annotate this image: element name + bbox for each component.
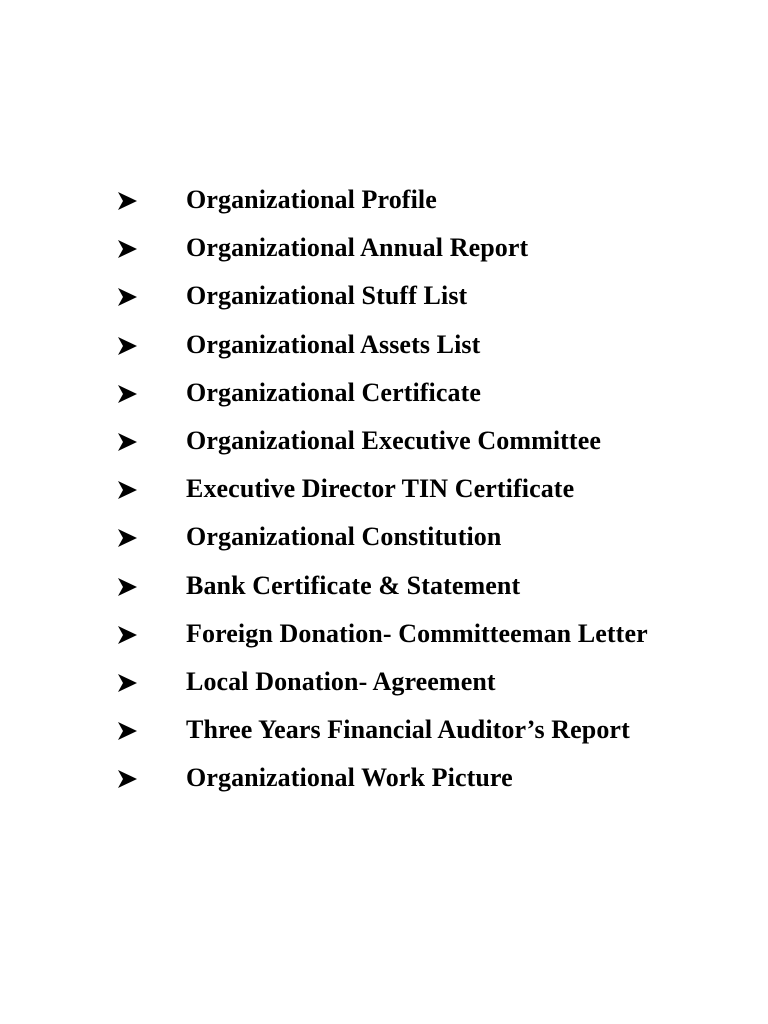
- list-item-label: Local Donation- Agreement: [186, 666, 496, 696]
- list-item-label: Organizational Assets List: [186, 329, 481, 359]
- list-item-label: Organizational Stuff List: [186, 281, 468, 311]
- arrowhead-bullet-icon: [116, 238, 138, 260]
- arrowhead-bullet-icon: [116, 624, 138, 646]
- list-item: [0, 176, 768, 224]
- list-item: [0, 513, 768, 561]
- list-item: [0, 562, 768, 610]
- arrowhead-bullet-icon: [116, 576, 138, 598]
- list-item-label: Organizational Annual Report: [186, 233, 529, 263]
- arrowhead-bullet-icon: [116, 672, 138, 694]
- list-item: [0, 610, 768, 658]
- arrowhead-bullet-icon: [116, 720, 138, 742]
- list-item-label: Three Years Financial Auditor’s Report: [186, 715, 630, 745]
- list-item-label: Foreign Donation- Committeeman Letter: [186, 618, 648, 648]
- list-item: [0, 658, 768, 706]
- arrowhead-bullet-icon: [116, 286, 138, 308]
- arrowhead-bullet-icon: [116, 768, 138, 790]
- list-item: [0, 465, 768, 513]
- arrowhead-bullet-icon: [116, 190, 138, 212]
- list-item: [0, 754, 768, 802]
- arrowhead-bullet-icon: [116, 383, 138, 405]
- list-item: [0, 706, 768, 754]
- list-item: [0, 272, 768, 320]
- list-item-label: Executive Director TIN Certificate: [186, 474, 575, 504]
- list-item-label: Organizational Constitution: [186, 522, 502, 552]
- list-item-label: Organizational Work Picture: [186, 763, 513, 793]
- list-item-label: Organizational Certificate: [186, 377, 482, 407]
- arrowhead-bullet-icon: [116, 431, 138, 453]
- list-item: [0, 417, 768, 465]
- list-item: [0, 321, 768, 369]
- arrowhead-bullet-icon: [116, 479, 138, 501]
- list-item-label: Organizational Executive Committee: [186, 425, 601, 455]
- list-item-label: Bank Certificate & Statement: [186, 570, 521, 600]
- document-checklist: [0, 176, 768, 802]
- list-item-label: Organizational Profile: [186, 185, 437, 214]
- arrowhead-bullet-icon: [116, 335, 138, 357]
- list-item: [0, 224, 768, 272]
- list-item: [0, 369, 768, 417]
- arrowhead-bullet-icon: [116, 527, 138, 549]
